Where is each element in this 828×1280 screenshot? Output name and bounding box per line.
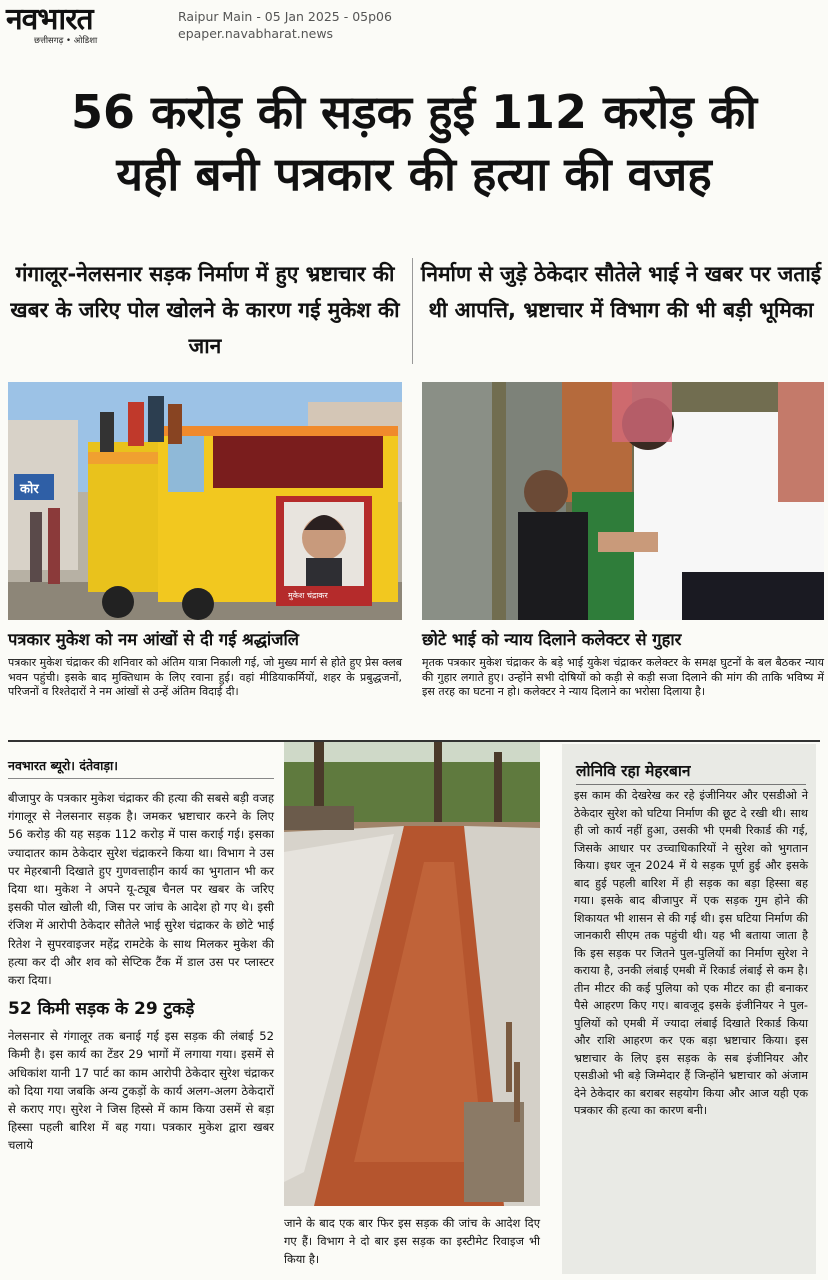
funeral-procession-photo	[8, 382, 402, 620]
caption-left-body: पत्रकार मुकेश चंद्राकर की शनिवार को अंतिम यात्रा निकाली गई, जो मुख्य मार्ग से होते हुए प्रेस क्लब भवन पहुंची। इसके बाद मुक्तिधाम के लिए रवाना हुई। वहां मीडियाकर्मियों, शहर के प्रबुद्धजनों, परिजनों व रिश्तेदारों ने नम आंखों से उन्हें अंतिम विदाई दी।	[8, 656, 402, 699]
caption-right-headline: छोटे भाई को न्याय दिलाने कलेक्टर से गुहार	[422, 630, 682, 649]
shop-sign: कोर	[20, 482, 39, 497]
epaper-site: epaper.navabharat.news	[178, 26, 334, 41]
logo-subtitle: छत्तीसगढ़ • ओडिशा	[34, 36, 98, 46]
article-continued: जाने के बाद एक बार फिर इस सड़क की जांच के आदेश दिए गए हैं। विभाग ने दो बार इस सड़क का इस्टीमेट रिवाइज भी किया है।	[284, 1216, 540, 1266]
headline-line-2: यही बनी पत्रकार की हत्या की वजह	[116, 147, 712, 201]
brother-with-collector-photo	[422, 382, 824, 620]
article-paragraph-2: नेलसनार से गंगालूर तक बनाई गई इस सड़क की लंबाई 52 किमी है। इस कार्य का टेंडर 29 भागों में लगाया गया। इसमें से अधिकांश यानी 17 पार्ट का काम आरोपी ठेकेदार सुरेश चंद्राकर को दिया गया जबकि अन्य टुकड़ों के कार्य अलग-अलग ठेकेदारों से कराए गए। सुरेश ने जिस हिस्से में काम किया उसमें से बड़ा हिस्सा पहली बारिश में बह गया। पत्रकार मुकेश द्वारा खबर चलाये	[8, 1029, 274, 1153]
headline-line-1: 56 करोड़ की सड़क हुई 112 करोड़ की	[71, 85, 757, 139]
portrait-label: मुकेश चंद्राकर	[288, 591, 328, 600]
article-paragraph-1: बीजापुर के पत्रकार मुकेश चंद्राकर की हत्या की सबसे बड़ी वजह गंगालूर से नेलसनार सड़क है। जमकर भ्रष्टाचार करने के लिए 56 करोड़ की यह सड़क 112 करोड़ में पास कराई गई। इसका ज्यादातर काम ठेकेदार सुरेश चंद्राकरने किया था। विभाग ने उस पर मेहरबानी दिखाते हुए गुणवत्ताहीन कार्य का भुगतान भी कर दिया था। मुकेश ने अपने यू-ट्यूब चैनल पर खबर के जरिए इसकी पोल खोली थी, जिस पर जांच के आदेश हो गए थे। इसी रंजिश में आरोपी ठेकेदार सौतेले भाई सुरेश चंद्राकर के छोटे भाई रितेश ने सुपरवाइजर महेंद्र रामटेके के साथ मिलकर मुकेश की हत्या कर दी और शव को सेप्टिक टैंक में डाल उस पर प्लास्टर करा दिया।	[8, 791, 274, 988]
edition-info	[178, 8, 392, 42]
article-subheading: 52 किमी सड़क के 29 टुकड़े	[8, 999, 195, 1020]
logo-wordmark: नवभारत	[6, 2, 93, 37]
sidebar-headline: लोनिवि रहा मेहरबान	[576, 762, 691, 780]
article-column	[8, 756, 274, 1155]
caption-right-body: मृतक पत्रकार मुकेश चंद्राकर के बड़े भाई युकेश चंद्राकर कलेक्टर के समक्ष घुटनों के बल बैठकर न्याय की गुहार लगाते हुए। उन्होंने सभी दोषियों को कड़ी से कड़ी सजा दिलाने की मांग की ताकि भविष्य में इस तरह का घटना न हो। कलेक्टर ने न्याय दिलाने का भरोसा दिलाया है।	[422, 656, 824, 699]
caption-left-headline: पत्रकार मुकेश को नम आंखों से दी गई श्रद्धांजलि	[8, 630, 299, 649]
road-trench-photo	[284, 742, 540, 1206]
edition-label: Raipur Main - 05 Jan 2025 - 05p06	[178, 9, 392, 24]
masthead-logo	[6, 4, 166, 50]
deck-left: गंगालूर-नेलसनार सड़क निर्माण में हुए भ्रष्टाचार की खबर के जरिए पोल खोलने के कारण गई मुकेश की जान	[10, 262, 400, 358]
deck-right: निर्माण से जुड़े ठेकेदार सौतेले भाई ने खबर पर जताई थी आपत्ति, भ्रष्टाचार में विभाग की भी बड़ी भूमिका	[420, 262, 822, 322]
main-headline	[0, 86, 828, 210]
deck-divider	[412, 258, 413, 364]
sidebar-body: इस काम की देखरेख कर रहे इंजीनियर और एसडीओ ने ठेकेदार सुरेश को घटिया निर्माण की छूट दे रखी थी। साथ ही जो कार्य नहीं हुआ, उसकी भी एमबी रिकार्ड की गई, जिसके आधार पर उच्चाधिकारियों ने सुरेश को भुगतान किया। इधर जून 2024 में ये सड़क पूर्ण हुई और इसके बाद हुई पहली बारिश में ही सड़क का बड़ा हिस्सा बह गया। इसके बाद बीजापुर में एक सड़क गुम होने की शिकायत भी शासन से की गई थी। इस घटिया निर्माण की जानकारी सीएम तक पहुंची थी। यह भी बताया जाता है कि इस सड़क पर जितने पुल-पुलियों का निर्माण सुरेश ने कराया है, उनकी लंबाई एमबी में रिकार्ड लंबाई से कम है। तीन मीटर की कई पुलिया को एक मीटर का ही बनाकर पैसे आहरण किए गए। बावजूद इसके इंजीनियर ने पुल-पुलियों को एमबी में ज्यादा लंबाई दिखाते रिकार्ड किया और राशि आहरण कर एक बड़ा भ्रष्टाचार किया। इस भ्रष्टाचार के लिए इस सड़क के सब इंजीनियर और एसडीओ भी बड़े जिम्मेदार हैं जिन्होंने भ्रष्टाचार को अंजाम देने ठेकेदार का बराबर सहयोग किया और आज यही एक पत्रकार की हत्या का कारण बनी।	[574, 789, 808, 1117]
article-byline: नवभारत ब्यूरो। दंतेवाड़ा।	[8, 756, 274, 779]
sidebar-rule	[576, 784, 806, 785]
